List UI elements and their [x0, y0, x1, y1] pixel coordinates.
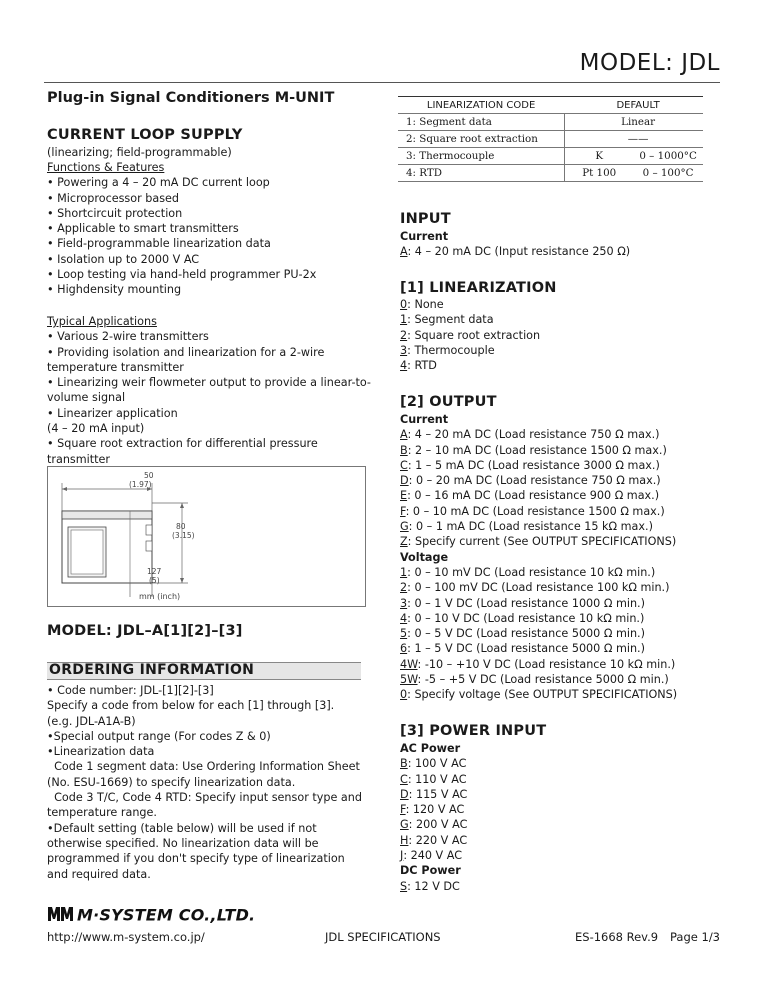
output-current-option [400, 427, 720, 442]
power-section [400, 741, 720, 894]
option-text: : 0 – 10 V DC (Load resistance 10 kΩ min.) [407, 611, 645, 625]
table-body [398, 114, 703, 182]
option-code: C [400, 458, 408, 472]
option-code: G [400, 818, 409, 832]
option-code: 0 [400, 688, 408, 702]
option-code: G [400, 520, 409, 534]
default-sensor-cell: Pt 100 [565, 165, 626, 182]
feature-item: • Microprocessor based [47, 191, 180, 205]
linearization-option [400, 328, 720, 343]
option-text: : RTD [407, 359, 437, 373]
applications-section [47, 314, 372, 467]
option-text: : 0 – 20 mA DC (Load resistance 750 Ω max.) [408, 474, 661, 488]
option-code: B [400, 443, 408, 457]
power-ac-option [400, 817, 720, 832]
output-current-option [400, 534, 720, 549]
option-text: : 4 – 20 mA DC (Load resistance 750 Ω max.) [407, 428, 660, 442]
option-text: : 12 V DC [407, 879, 460, 893]
application-item: • Square root extraction for differential pressure transmitter [47, 437, 318, 466]
footer-page: Page 1/3 [670, 930, 721, 944]
col-default: DEFAULT [565, 97, 703, 114]
height-label: 80 [176, 522, 186, 531]
ordering-line: •Linearization data [47, 745, 155, 759]
product-title: CURRENT LOOP SUPPLY [47, 127, 243, 143]
output-current-option [400, 488, 720, 503]
output-voltage-option [400, 657, 720, 672]
option-code: H [400, 833, 409, 847]
option-code: D [400, 787, 409, 801]
series-title: Plug-in Signal Conditioners M-UNIT [47, 90, 335, 106]
input-heading: INPUT [400, 211, 451, 227]
width-label: 50 [144, 471, 154, 480]
option-code: A [400, 428, 408, 442]
unit-label: mm (inch) [139, 592, 181, 601]
linearization-default-table [398, 96, 703, 182]
option-text: : Thermocouple [407, 343, 495, 357]
ordering-info [47, 683, 365, 882]
ordering-line: (e.g. JDL-A1A-B) [47, 714, 136, 728]
option-text: : None [407, 298, 444, 311]
option-code: D [400, 474, 409, 488]
output-current-option [400, 504, 720, 519]
option-text: : 0 – 10 mA DC (Load resistance 1500 Ω max.) [405, 504, 665, 518]
linearization-code-cell: 3: Thermocouple [398, 148, 565, 165]
application-item: • Linearizing weir flowmeter output to provide a linear-to-volume signal [47, 376, 371, 405]
linearization-list [400, 297, 720, 373]
option-text: : 115 V AC [408, 787, 468, 801]
output-voltage-option [400, 626, 720, 641]
power-heading: [3] POWER INPUT [400, 723, 547, 739]
option-text: : 240 V AC [403, 849, 463, 863]
feature-item: • Shortcircuit protection [47, 206, 183, 220]
option-code: 1 [400, 313, 408, 327]
table-row [398, 114, 703, 131]
option-text: : 110 V AC [407, 772, 467, 786]
option-code: Z [400, 535, 408, 549]
linearization-code-cell: 2: Square root extraction [398, 131, 565, 148]
linearization-code-cell: 1: Segment data [398, 114, 565, 131]
footer-doc-name: JDL SPECIFICATIONS [325, 930, 441, 944]
option-text: : 0 – 1 mA DC (Load resistance 15 kΩ max.) [408, 520, 653, 534]
ordering-line: Code 3 T/C, Code 4 RTD: Specify input sensor type and temperature range. [47, 791, 366, 820]
applications-list [47, 329, 372, 467]
table-row [398, 148, 703, 165]
option-text: : 0 – 16 mA DC (Load resistance 900 Ω max.) [407, 489, 660, 503]
dimension-drawing [48, 467, 365, 606]
application-item: • Linearizer application [47, 406, 178, 420]
header-rule [44, 82, 720, 83]
option-code: J [400, 849, 404, 863]
product-subtitle: (linearizing; field-programmable) [47, 146, 232, 159]
dimension-figure [47, 466, 366, 607]
option-text: : 1 – 5 V DC (Load resistance 5000 Ω min.) [407, 642, 645, 656]
option-code: 5W [400, 673, 418, 687]
output-voltage-option [400, 641, 720, 656]
power-ac-option [400, 787, 720, 802]
option-text: : Segment data [407, 313, 494, 327]
default-sensor-cell: K [565, 148, 626, 165]
col-linearization-code: LINEARIZATION CODE [398, 97, 565, 114]
default-cell: Linear [565, 114, 703, 131]
option-text: : Square root extraction [407, 328, 541, 342]
linearization-option [400, 358, 720, 373]
option-code: 2 [400, 328, 408, 342]
output-heading: [2] OUTPUT [400, 394, 497, 410]
option-code: 3 [400, 343, 408, 357]
power-ac-option [400, 756, 720, 771]
output-voltage-option [400, 580, 720, 595]
output-voltage-sub: Voltage [400, 550, 449, 564]
linearization-option [400, 297, 720, 312]
model-title: MODEL: JDL [579, 50, 720, 76]
output-voltage-option [400, 611, 720, 626]
linearization-option [400, 312, 720, 327]
company-logo [47, 905, 262, 927]
output-voltage-option [400, 565, 720, 580]
footer-revision: ES-1668 Rev.9 [575, 930, 659, 944]
default-range-cell: 0 – 100°C [625, 165, 703, 182]
option-text: : 0 – 10 mV DC (Load resistance 10 kΩ min.) [407, 565, 656, 579]
option-code: 0 [400, 298, 408, 311]
option-text: : Specify current (See OUTPUT SPECIFICATIONS) [407, 535, 677, 549]
input-option [400, 244, 720, 259]
ordering-heading: ORDERING INFORMATION [49, 662, 255, 678]
option-code: C [400, 772, 408, 786]
output-current-option [400, 443, 720, 458]
option-text: : 0 – 5 V DC (Load resistance 5000 Ω min.) [407, 627, 645, 641]
option-code: F [400, 803, 406, 817]
footer-url[interactable]: http://www.m-system.co.jp/ [47, 930, 205, 944]
table-row [398, 165, 703, 182]
linearization-option [400, 343, 720, 358]
option-text: : Specify voltage (See OUTPUT SPECIFICATIONS) [407, 688, 678, 702]
features-list [47, 175, 372, 297]
application-item: • Various 2-wire transmitters [47, 330, 209, 344]
option-code: 4W [400, 657, 418, 671]
power-ac-list [400, 756, 720, 863]
power-ac-sub: AC Power [400, 742, 461, 755]
option-text: : 1 – 5 mA DC (Load resistance 3000 Ω max.) [407, 458, 660, 472]
option-code: F [400, 504, 406, 518]
output-current-list [400, 427, 720, 549]
model-code: MODEL: JDL–A[1][2]–[3] [47, 623, 243, 639]
output-voltage-option [400, 687, 720, 702]
option-code: S [400, 879, 408, 893]
option-code: 4 [400, 611, 408, 625]
output-voltage-option [400, 672, 720, 687]
ordering-line: Specify a code from below for each [1] through [3]. [47, 699, 335, 713]
option-text: : 0 – 1 V DC (Load resistance 1000 Ω min.) [407, 596, 645, 610]
power-ac-option [400, 772, 720, 787]
option-text: : 4 – 20 mA DC (Input resistance 250 Ω) [407, 245, 631, 259]
width-inch-label: (1.97) [129, 480, 152, 489]
table-row [398, 131, 703, 148]
feature-item: • Isolation up to 2000 V AC [47, 252, 200, 266]
height-inch-label: (3.15) [172, 531, 195, 540]
output-current-sub: Current [400, 413, 449, 426]
logo-text: M·SYSTEM CO.,LTD. [77, 905, 256, 923]
features-section [47, 160, 372, 298]
output-voltage-list [400, 565, 720, 703]
option-code: A [400, 245, 408, 259]
power-dc-list [400, 879, 720, 894]
input-section [400, 229, 720, 260]
ordering-line: •Special output range (For codes Z & 0) [47, 729, 271, 743]
output-section [400, 412, 720, 703]
option-text: : 100 V AC [407, 757, 467, 771]
output-current-option [400, 519, 720, 534]
power-ac-option [400, 802, 720, 817]
default-range-cell: 0 – 1000°C [625, 148, 703, 165]
feature-item: • Field-programmable linearization data [47, 237, 271, 251]
ordering-line: Code 1 segment data: Use Ordering Information Sheet (No. ESU-1669) to specify linearization data. [47, 760, 364, 789]
option-text: : 2 – 10 mA DC (Load resistance 1500 Ω max.) [407, 443, 667, 457]
default-cell: —— [565, 131, 703, 148]
depth-inch-label: (5) [149, 576, 160, 585]
option-code: 2 [400, 581, 408, 595]
option-text: : -5 – +5 V DC (Load resistance 5000 Ω min.) [417, 673, 669, 687]
linearization-heading: [1] LINEARIZATION [400, 280, 557, 296]
feature-item: • Highdensity mounting [47, 283, 182, 297]
power-dc-sub: DC Power [400, 864, 461, 878]
option-code: 6 [400, 642, 408, 656]
option-text: : -10 – +10 V DC (Load resistance 10 kΩ min.) [417, 657, 676, 671]
feature-item: • Applicable to smart transmitters [47, 222, 239, 236]
output-voltage-option [400, 596, 720, 611]
m-system-logo [47, 905, 262, 923]
ordering-heading-bar [47, 662, 361, 680]
applications-heading: Typical Applications [47, 315, 157, 328]
application-item: • Providing isolation and linearization for a 2-wire temperature transmitter [47, 345, 325, 374]
option-code: E [400, 489, 408, 503]
table-header-row [398, 97, 703, 114]
features-heading: Functions & Features [47, 161, 165, 174]
output-current-option [400, 458, 720, 473]
input-list [400, 244, 720, 259]
option-code: B [400, 757, 408, 771]
output-current-option [400, 473, 720, 488]
ordering-line: • Code number: JDL-[1][2]-[3] [47, 684, 214, 697]
linearization-code-cell: 4: RTD [398, 165, 565, 182]
power-dc-option [400, 879, 720, 894]
power-ac-option [400, 833, 720, 848]
option-code: 3 [400, 596, 408, 610]
input-sub: Current [400, 230, 449, 243]
application-item: (4 – 20 mA input) [47, 422, 145, 436]
option-code: 4 [400, 359, 408, 373]
option-text: : 220 V AC [408, 833, 468, 847]
feature-item: • Powering a 4 – 20 mA DC current loop [47, 176, 270, 190]
option-code: 1 [400, 565, 408, 579]
feature-item: • Loop testing via hand-held programmer PU-2x [47, 268, 317, 282]
option-text: : 120 V AC [405, 803, 465, 817]
option-text: : 0 – 100 mV DC (Load resistance 100 kΩ min.) [407, 581, 670, 595]
power-ac-option [400, 848, 720, 863]
option-text: : 200 V AC [408, 818, 468, 832]
ordering-line: •Default setting (table below) will be used if not otherwise specified. No linearization data will be programmed if you don't specify type of linearization and required data. [47, 821, 349, 881]
option-code: 5 [400, 627, 408, 641]
depth-label: 127 [147, 567, 162, 576]
